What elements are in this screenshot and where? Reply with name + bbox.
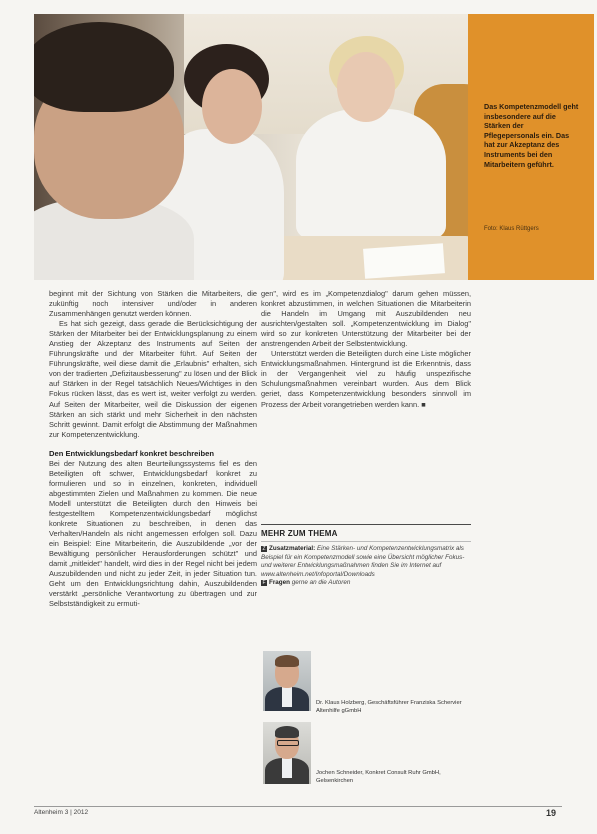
- photo-nurse-right-face: [337, 52, 395, 122]
- footer-divider: [34, 806, 562, 807]
- box-item-questions: [261, 579, 471, 588]
- journal-issue: Altenheim 3 | 2012: [34, 809, 89, 816]
- article-column-right: [261, 289, 471, 410]
- photo-nursing-staff-meeting: [34, 14, 468, 280]
- question-icon: F: [262, 580, 266, 587]
- box-item-label: Zusatzmaterial:: [269, 545, 316, 552]
- paragraph: beginnt mit der Sichtung von Stärken die Mitarbeiters, die zukünftig noch intensiver und/oder in anderen Zusammenhängen genutzt werden können.: [49, 289, 257, 319]
- box-item-supplement: [261, 545, 471, 579]
- paragraph: [261, 349, 471, 409]
- photo-credit: Foto: Klaus Rüttgers: [484, 226, 539, 232]
- portrait-shirt: [282, 687, 292, 707]
- box-item-label: Fragen: [269, 579, 290, 587]
- more-on-topic-box: [261, 524, 471, 644]
- divider: [261, 524, 471, 525]
- article-column-left: [49, 289, 257, 609]
- photo-nurse-center-face: [202, 69, 262, 144]
- box-item-text: gerne an die Autoren: [291, 579, 351, 587]
- photo-man-hair: [34, 22, 174, 112]
- paragraph-text: Unterstützt werden die Beteiligten durch eine Liste möglicher Entwicklungsmaßnahmen. Hintergrund ist die Erkenntnis, dass in der Vergangenheit viel zu häufig unspezifische Schulungsmaßnahmen vereinbart wurden. Aus dem Blick geriet, dass Kompetenzentwicklung besonders sinnvoll im Prozess der Arbeit vorangetrieben werden kann.: [261, 349, 471, 409]
- page-number: 19: [546, 808, 557, 818]
- photo-caption-text: Das Kompetenzmodell geht insbesondere auf die Stärken der Pflegepersonals ein. Das hat zur Akzeptanz des Instruments bei den Mitarbeitern geführt.: [484, 102, 579, 169]
- author-caption-1: Dr. Klaus Holzberg, Geschäftsführer Franziska Schervier Altenhilfe gGmbH: [316, 700, 462, 714]
- author-portrait-2: [263, 722, 311, 784]
- portrait-shirt: [282, 758, 292, 778]
- end-mark-icon: ■: [421, 399, 426, 409]
- paragraph: Es hat sich gezeigt, dass gerade die Berücksichtigung der Stärken der Mitarbeiter bei der Entwicklungsplanung zu einem Anstieg der Akzeptanz des Instruments auf Seiten der Führungskräfte und der Mitarbeiter führt. Auf Seiten der Führungskräfte, weil diese damit die „Erlaubnis" erhalten, sich von der tradierten „Defizitausbesserung" zu lösen und der Blick auf Stärken in der Regel tatsächlich Neues/Wichtiges in den Fokus rücken lässt, das es wert ist, weiter verfolgt zu werden. Auf Seiten der Mitarbeiter, weil die Diskussion der eigenen Stärken an sich stärkt und mehr Sicherheit in den nächsten Schritt gewinnt. Damit erfolgt die Abstimmung der Maßnahmen zur Kompetenzentwicklung.: [49, 319, 257, 439]
- download-icon: Z: [262, 546, 266, 552]
- box-item-text: Eine Stärken- und Kompetenzentwicklungsmatrix als Beispiel für ein Kompetenzmodell sowie eine Übersicht möglicher Fokus- und weiterer Entwicklungsmaßnahmen finden Sie im Internet auf www.altenheim.net/Infoportal/Downloads: [261, 545, 465, 578]
- photo-caption-panel: [468, 14, 594, 280]
- photo-nurse-right-body: [296, 109, 446, 239]
- subheading: Den Entwicklungsbedarf konkret beschreiben: [49, 448, 214, 458]
- box-title: MEHR ZUM THEMA: [261, 529, 471, 542]
- author-portrait-1: [263, 651, 311, 711]
- portrait-glasses: [277, 740, 299, 746]
- author-caption-2: Jochen Schneider, Konkret Consult Ruhr GmbH, Gelsenkirchen: [316, 770, 441, 784]
- portrait-hair: [275, 726, 299, 738]
- paragraph: gen", wird es im „Kompetenzdialog" darum gehen müssen, konkret abzustimmen, in welchen Situationen die Mitarbeiterin die Handeln im Umgang mit Auszubildenden neu ausrichten/gestalten soll. „Kompetenzentwicklung im Dialog" wird so zur konkreten Unterstützung der Mitarbeiter bei der anstrengenden Arbeit der Selbstentwicklung.: [261, 289, 471, 349]
- portrait-hair: [275, 655, 299, 667]
- paragraph: Bei der Nutzung des alten Beurteilungssystems fiel es den Beteiligten oft schwer, Entwicklungsbedarf konkret zu formulieren und so in einzelnen, konkreten, individuell abgestimmten Zielen und Maßnahmen zu kommen. Die neue Modell unterstützt die Beteiligten durch den Hinweis bei festgestelltem Kompetenzentwicklungsbedarf möglichst konkrete Situationen zu beschreiben, in denen das Verhalten/Handeln als nicht angemessen erfolgen soll. Dazu ein Beispiel: Eine Mitarbeiterin, die Auszubildende „vor der Bewältigung persönlicher Herausforderungen schützt" und damit „mitleidet" handelt, wird dies in der Regel nicht bei jedem Auszubildenden und nicht zu jeder Zeit, in jeder Situation tun. Geht um den Entwicklungsrichtung dahin, Auszubildenden verstärkt „persönliche Verantwortung zu übertragen und zur Selbstständigkeit zu ermuti-: [49, 458, 257, 609]
- photo-paper: [363, 243, 445, 279]
